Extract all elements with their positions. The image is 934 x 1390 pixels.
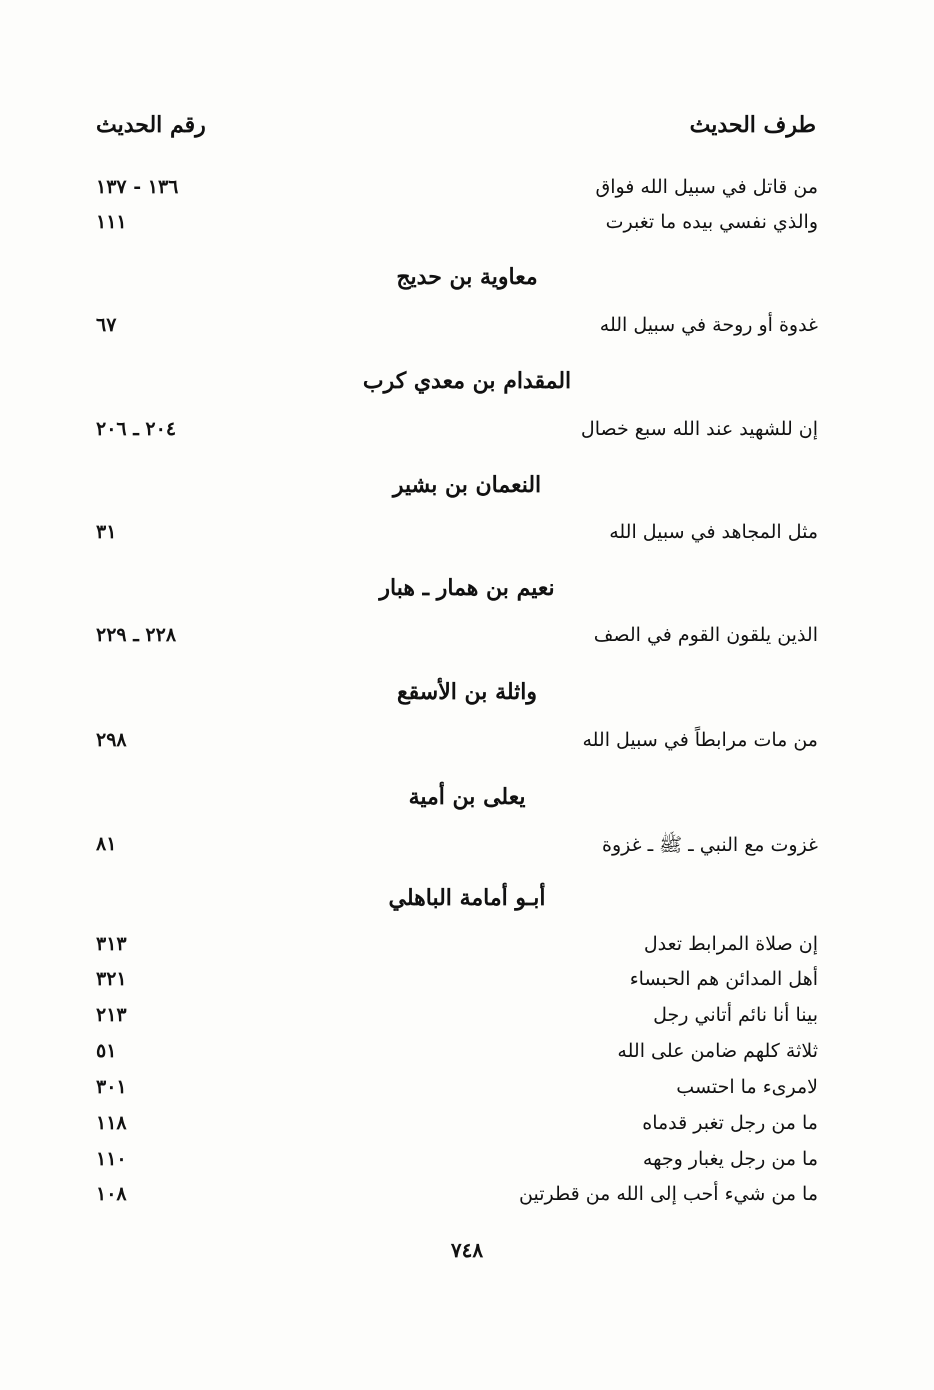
index-row [96,418,818,452]
hadith-number: ١١٠ [96,1148,127,1170]
index-row [96,1076,818,1110]
index-row [96,521,818,555]
hadith-text: إن للشهيد عند الله سبع خصال [580,418,818,440]
index-row [96,1148,818,1182]
hadith-number: ٢١٣ [96,1004,127,1026]
hadith-number: ٣١٣ [96,933,127,955]
hadith-text: ثلاثة كلهم ضامن على الله [617,1040,818,1062]
hadith-number: ٢٩٨ [96,729,127,751]
hadith-number: ٢٠٤ ـ ٢٠٦ [96,418,177,440]
hadith-text: ما من رجل يغبار وجهه [642,1148,818,1170]
hadith-text: مثل المجاهد في سبيل الله [609,521,818,543]
index-row [96,968,818,1002]
narrator-heading: يعلى بن أمية [408,784,526,810]
hadith-text: من قاتل في سبيل الله فواق [595,176,818,198]
hadith-number: ٢٢٨ ـ ٢٢٩ [96,624,177,646]
hadith-text: لامرىء ما احتسب [676,1076,818,1098]
index-row [96,176,818,210]
index-row [96,729,818,763]
index-row [96,211,818,245]
column-header-hadith-text: طرف الحديث [689,112,816,138]
hadith-text: أهل المدائن هم الحبساء [629,968,818,990]
hadith-text: من مات مرابطاً في سبيل الله [582,729,818,751]
hadith-text: بينا أنا نائم أتاني رجل [653,1004,818,1026]
hadith-number: ١١٨ [96,1112,127,1134]
index-row [96,624,818,658]
index-row [96,1183,818,1217]
index-row [96,833,818,867]
narrator-heading: النعمان بن بشير [392,472,542,498]
hadith-text: ما من رجل تغبر قدماه [642,1112,818,1134]
hadith-text: غزوت مع النبي ـ ﷺ ـ غزوة [601,834,818,856]
hadith-number: ٣٢١ [96,968,127,990]
narrator-heading: أبـو أمامة الباهلي [388,885,546,911]
hadith-text: ما من شيء أحب إلى الله من قطرتين [519,1183,818,1205]
narrator-heading: نعيم بن همار ـ هبار [379,575,555,601]
hadith-text: الذين يلقون القوم في الصف [593,624,818,646]
hadith-number: ٦٧ [96,314,117,336]
narrator-heading: واثلة بن الأسقع [396,679,538,705]
hadith-number: ٨١ [96,833,117,855]
index-row [96,1112,818,1146]
hadith-number: ٣٠١ [96,1076,127,1098]
column-header-hadith-number: رقم الحديث [96,112,206,138]
hadith-number: ١٠٨ [96,1183,127,1205]
index-row [96,1040,818,1074]
narrator-heading: المقدام بن معدي كرب [362,368,572,394]
hadith-number: ١٣٦ - ١٣٧ [96,176,179,198]
index-row [96,1004,818,1038]
narrator-heading: معاوية بن حديج [396,264,538,290]
hadith-text: غدوة أو روحة في سبيل الله [599,314,818,336]
page-number: ٧٤٨ [450,1238,484,1262]
hadith-number: ٥١ [96,1040,117,1062]
index-row [96,314,818,348]
index-row [96,933,818,967]
hadith-text: إن صلاة المرابط تعدل [643,933,818,955]
hadith-number: ١١١ [96,211,127,233]
hadith-number: ٣١ [96,521,117,543]
hadith-text: والذي نفسي بيده ما تغبرت [605,211,818,233]
